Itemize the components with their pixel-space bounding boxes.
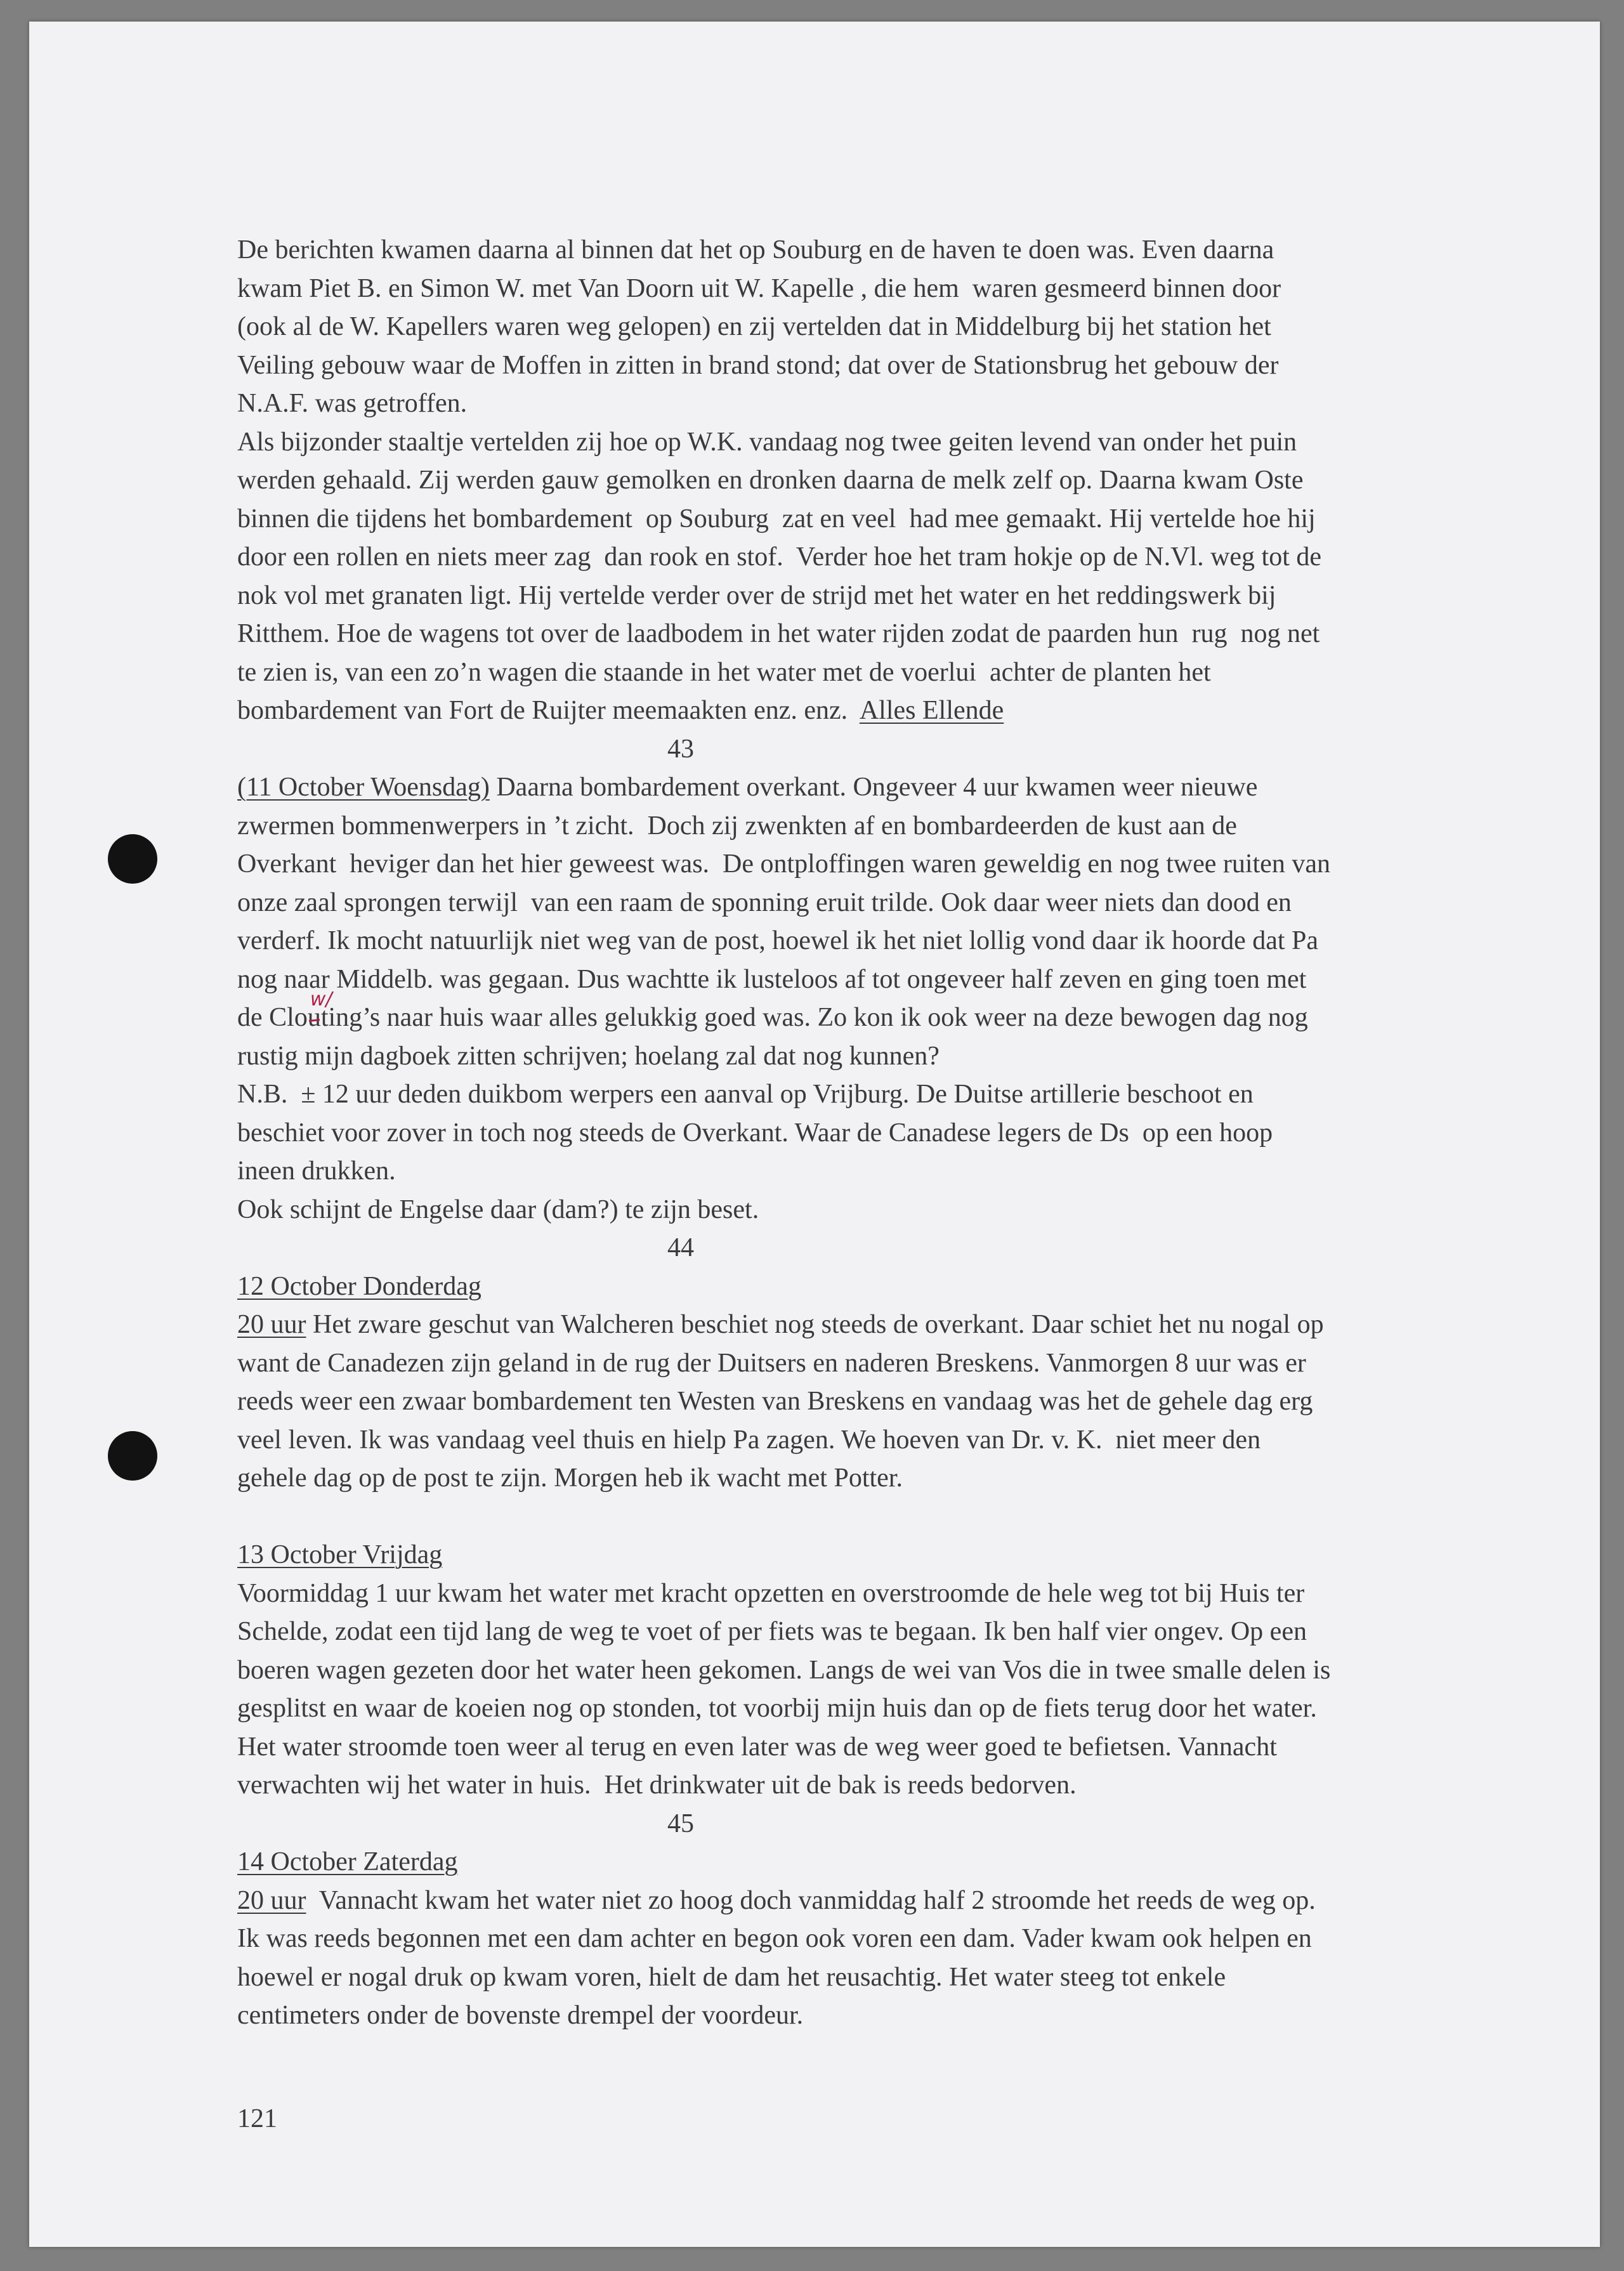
text-line: door een rollen en niets meer zag dan rook en stof. Verder hoe het tram hokje op de N.Vl. weg tot de xyxy=(237,542,1322,572)
text-line: want de Canadezen zijn geland in de rug der Duitsers en naderen Breskens. Vanmorgen 8 uur was er xyxy=(237,1348,1306,1378)
entry-heading-oct13: 13 October Vrijdag xyxy=(237,1540,443,1569)
text-line: gesplitst en waar de koeien nog op stonden, tot voorbij mijn huis dan op de fiets terug door het water. xyxy=(237,1694,1317,1723)
text-line: Veiling gebouw waar de Moffen in zitten in brand stond; dat over de Stationsbrug het gebouw der xyxy=(237,350,1279,380)
text-line: hoewel er nogal druk op kwam voren, hielt de dam het reusachtig. Het water steeg tot enkele xyxy=(237,1962,1226,1992)
text-line xyxy=(237,988,1462,1037)
text-line: centimeters onder de bovenste drempel der voordeur. xyxy=(237,2001,804,2030)
diary-text xyxy=(237,231,1462,2035)
text-line: Ook schijnt de Engelse daar (dam?) te zijn beset. xyxy=(237,1194,759,1224)
inserted-letter: w/ xyxy=(310,988,332,1011)
text-line: Overkant heviger dan het hier geweest was. De ontploffingen waren geweldig en nog twee ruiten van xyxy=(237,849,1330,879)
entry-heading-oct12: 12 October Donderdag xyxy=(237,1271,481,1301)
text-line xyxy=(237,691,1462,730)
text-line: zwermen bommenwerpers in ’t zicht. Doch zij zwenkten af en bombardeerden de kust aan de xyxy=(237,811,1237,841)
text-segment: Vannacht kwam het water niet zo hoog doch vanmiddag half 2 stroomde het reeds de weg op. xyxy=(306,1885,1316,1915)
text-line: kwam Piet B. en Simon W. met Van Doorn uit W. Kapelle , die hem waren gesmeerd binnen door xyxy=(237,273,1281,303)
text-line: De berichten kwamen daarna al binnen dat het op Souburg en de haven te doen was. Even daarna xyxy=(237,235,1274,265)
text-line xyxy=(237,768,1462,807)
text-line: Het water stroomde toen weer al terug en even later was de weg weer goed te befietsen. Vannacht xyxy=(237,1732,1277,1762)
text-line: N.B. ± 12 uur deden duikbom werpers een aanval op Vrijburg. De Duitse artillerie beschoot en xyxy=(237,1080,1254,1109)
text-line: verderf. Ik mocht natuurlijk niet weg van de post, hoewel ik het niet lollig vond daar ik hoorde dat Pa xyxy=(237,926,1319,955)
text-line: N.A.F. was getroffen. xyxy=(237,389,468,418)
text-line: Ik was reeds begonnen met een dam achter en begon ook voren een dam. Vader kwam ook helpen en xyxy=(237,1924,1312,1953)
text-line xyxy=(237,1882,1462,1920)
entry-heading-oct11: (11 October Woensdag) xyxy=(237,773,490,802)
time-label: 20 uur xyxy=(237,1885,306,1915)
document-page xyxy=(29,22,1600,2247)
text-segment: de Clo xyxy=(237,1003,308,1032)
punch-hole xyxy=(108,1431,157,1481)
text-line xyxy=(237,1306,1462,1344)
text-line: ineen drukken. xyxy=(237,1156,396,1186)
text-line: boeren wagen gezeten door het water heen gekomen. Langs de wei van Vos die in twee smalle delen is xyxy=(237,1655,1331,1685)
text-segment: ting’s naar huis waar alles gelukkig goed was. Zo kon ik ook weer na deze bewogen dag nog xyxy=(320,1003,1308,1032)
page-number-43: 43 xyxy=(667,734,694,764)
text-line: te zien is, van een zo’n wagen die staande in het water met de voerlui achter de planten het xyxy=(237,657,1211,687)
text-line: verwachten wij het water in huis. Het drinkwater uit de bak is reeds bedorven. xyxy=(237,1770,1077,1800)
page-number-44: 44 xyxy=(667,1233,694,1262)
page-footer-number: 121 xyxy=(237,2104,277,2133)
text-line xyxy=(237,1536,1462,1574)
text-line: Voormiddag 1 uur kwam het water met kracht opzetten en overstroomde de hele weg tot bij Huis ter xyxy=(237,1578,1305,1608)
text-line: gehele dag op de post te zijn. Morgen heb ik wacht met Potter. xyxy=(237,1463,903,1493)
text-line: binnen die tijdens het bombardement op Souburg zat en veel had mee gemaakt. Hij vertelde hoe hij xyxy=(237,504,1316,533)
text-line: Ritthem. Hoe de wagens tot over de laadbodem in het water rijden zodat de paarden hun rug nog net xyxy=(237,619,1320,648)
text-line: werden gehaald. Zij werden gauw gemolken en dronken daarna de melk zelf op. Daarna kwam Oste xyxy=(237,466,1304,495)
time-label: 20 uur xyxy=(237,1310,306,1339)
text-line: nog naar Middelb. was gegaan. Dus wachtte ik lusteloos af tot ongeveer half zeven en ging toen met xyxy=(237,964,1307,994)
text-line xyxy=(237,1843,1462,1882)
alles-ellende-underlined: Alles Ellende xyxy=(859,696,1004,725)
blank-line xyxy=(237,1498,1462,1536)
struck-letter: u xyxy=(307,1003,321,1032)
text-line: rustig mijn dagboek zitten schrijven; hoelang zal dat nog kunnen? xyxy=(237,1041,940,1071)
text-line: onze zaal sprongen terwijl van een raam de sponning eruit trilde. Ook daar weer niets dan dood en xyxy=(237,887,1292,917)
text-line: reeds weer een zwaar bombardement ten Westen van Breskens en vandaag was het de gehele dag erg xyxy=(237,1387,1313,1416)
text-segment: Daarna bombardement overkant. Ongeveer 4 uur kwamen weer nieuwe xyxy=(489,773,1258,802)
text-line: beschiet voor zover in toch nog steeds de Overkant. Waar de Canadese legers de Ds op een hoop xyxy=(237,1118,1273,1148)
text-segment: bombardement van Fort de Ruijter meemaakten enz. enz. xyxy=(237,696,848,725)
text-line: nok vol met granaten ligt. Hij vertelde verder over de strijd met het water en het reddingswerk bij xyxy=(237,580,1276,610)
text-line xyxy=(237,1267,1462,1306)
text-segment: Het zware geschut van Walcheren beschiet nog steeds de overkant. Daar schiet het nu nogal op xyxy=(306,1310,1324,1339)
text-line: (ook al de W. Kapellers waren weg gelopen) en zij vertelden dat in Middelburg bij het station het xyxy=(237,312,1271,341)
page-number-45: 45 xyxy=(667,1809,694,1838)
text-line: Schelde, zodat een tijd lang de weg te voet of per fiets was te begaan. Ik ben half vier ongev. Op een xyxy=(237,1617,1307,1646)
handwritten-correction xyxy=(307,988,332,1037)
entry-heading-oct14: 14 October Zaterdag xyxy=(237,1847,458,1876)
text-line: Als bijzonder staaltje vertelden zij hoe op W.K. vandaag nog twee geiten levend van onder het puin xyxy=(237,427,1297,457)
punch-hole xyxy=(108,834,157,884)
text-line: veel leven. Ik was vandaag veel thuis en hielp Pa zagen. We hoeven van Dr. v. K. niet meer den xyxy=(237,1425,1261,1455)
